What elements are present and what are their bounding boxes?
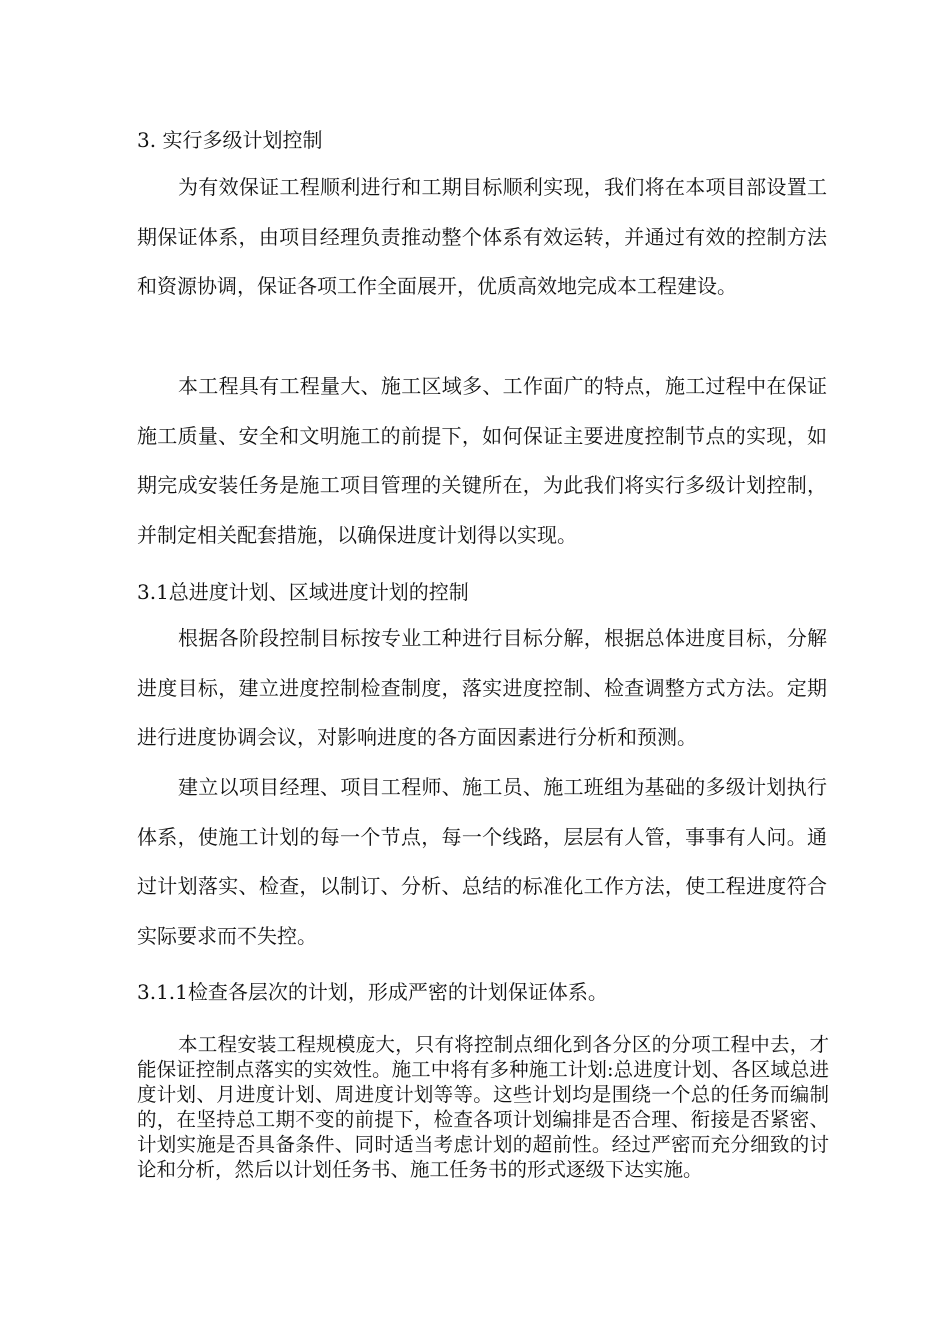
paragraph-multilevel-control: 本工程具有工程量大、施工区域多、工作面广的特点，施工过程中在保证施工质量、安全和文明施工的前提下，如何保证主要进度控制节点的实现，如期完成安装任务是施工项目管理的关键所在，为此我们将实行多级计划控制，并制定相关配套措施，以确保进度计划得以实现。 [137, 374, 827, 547]
paragraph-target-decomposition: 根据各阶段控制目标按专业工种进行目标分解，根据总体进度目标，分解进度目标，建立进度控制检查制度，落实进度控制、检查调整方式方法。定期进行进度协调会议，对影响进度的各方面因素进行分析和预测。 [137, 626, 827, 749]
paragraph-plan-inspection: 本工程安装工程规模庞大，只有将控制点细化到各分区的分项工程中去，才能保证控制点落实的实效性。施工中将有多种施工计划:总进度计划、各区域总进度计划、月进度计划、周进度计划等等。这些计划均是围绕一个总的任务而编制的，在坚持总工期不变的前提下，检查各项计划编排是否合理、衔接是否紧密、计划实施是否具备条件、同时适当考虑计划的超前性。经过严密而充分细致的讨论和分析，然后以计划任务书、施工任务书的形式逐级下达实施。 [137, 1033, 829, 1181]
section-heading-3-1: 3.1总进度计划、区域进度计划的控制 [137, 580, 469, 604]
section-heading-3: 3. 实行多级计划控制 [137, 128, 323, 152]
section-heading-3-1-1: 3.1.1检查各层次的计划，形成严密的计划保证体系。 [137, 980, 608, 1004]
paragraph-schedule-guarantee: 为有效保证工程顺利进行和工期目标顺利实现，我们将在本项目部设置工期保证体系，由项目经理负责推动整个体系有效运转，并通过有效的控制方法和资源协调，保证各项工作全面展开，优质高效地完成本工程建设。 [137, 175, 827, 298]
paragraph-execution-system: 建立以项目经理、项目工程师、施工员、施工班组为基础的多级计划执行体系，使施工计划的每一个节点，每一个线路，层层有人管，事事有人问。通过计划落实、检查，以制订、分析、总结的标准化工作方法，使工程进度符合实际要求而不失控。 [137, 775, 827, 948]
